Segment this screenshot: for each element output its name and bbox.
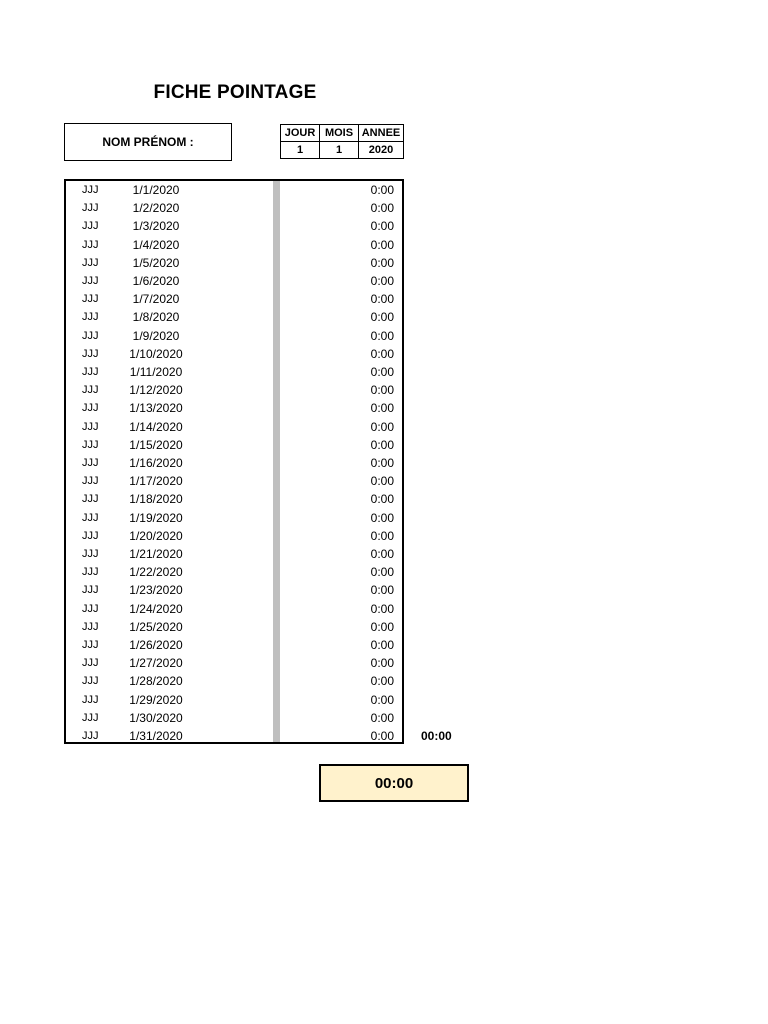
table-row	[66, 254, 402, 272]
row-day-cell: JJJ	[82, 366, 99, 378]
table-row	[66, 490, 402, 508]
row-date-cell: 1/20/2020	[129, 528, 183, 543]
row-day-cell: JJJ	[82, 657, 99, 670]
row-date-cell: 1/3/2020	[132, 219, 180, 234]
row-day-cell: JJJ	[82, 639, 99, 651]
side-total: 00:00	[421, 729, 452, 743]
row-day-cell: JJJ	[82, 584, 99, 597]
row-time-cell[interactable]: 0:00	[370, 219, 394, 234]
row-day-cell: JJJ	[82, 566, 99, 579]
row-date-cell: 1/10/2020	[129, 346, 183, 361]
row-time-cell[interactable]: 0:00	[370, 201, 394, 216]
row-date-cell: 1/14/2020	[129, 419, 183, 434]
table-row	[66, 290, 402, 308]
date-selector-value-row	[281, 142, 404, 159]
row-date-cell: 1/2/2020	[132, 201, 180, 216]
row-time-cell[interactable]: 0:00	[370, 692, 394, 707]
row-date-cell: 1/28/2020	[129, 674, 183, 689]
row-time-cell[interactable]: 0:00	[370, 292, 394, 307]
row-time-cell[interactable]: 0:00	[370, 237, 394, 252]
table-row	[66, 436, 402, 454]
row-date-cell: 1/19/2020	[129, 510, 183, 525]
table-row	[66, 236, 402, 254]
row-time-cell[interactable]: 0:00	[370, 383, 394, 398]
row-time-cell[interactable]: 0:00	[370, 729, 394, 743]
row-date-cell: 1/26/2020	[129, 638, 183, 652]
row-time-cell[interactable]: 0:00	[370, 674, 394, 689]
table-row	[66, 581, 402, 599]
table-row	[66, 654, 402, 672]
table-row	[66, 381, 402, 399]
table-row	[66, 527, 402, 545]
row-day-cell: JJJ	[82, 438, 99, 451]
table-row	[66, 272, 402, 290]
row-date-cell: 1/30/2020	[129, 710, 183, 725]
day-header: JOUR	[281, 125, 320, 142]
grand-total-cell: 00:00	[319, 764, 469, 802]
row-day-cell: JJJ	[82, 620, 99, 633]
row-time-cell[interactable]: 0:00	[370, 510, 394, 525]
row-time-cell[interactable]: 0:00	[370, 255, 394, 270]
row-day-cell: JJJ	[82, 493, 99, 506]
row-time-cell[interactable]: 0:00	[370, 710, 394, 725]
table-row	[66, 418, 402, 436]
row-time-cell[interactable]: 0:00	[370, 474, 394, 489]
table-row	[66, 472, 402, 490]
row-time-cell[interactable]: 0:00	[370, 437, 394, 452]
page-title: FICHE POINTAGE	[153, 82, 317, 103]
row-time-cell[interactable]: 0:00	[370, 638, 394, 652]
row-date-cell: 1/9/2020	[132, 328, 180, 343]
row-date-cell: 1/11/2020	[129, 365, 183, 379]
row-day-cell: JJJ	[82, 475, 99, 488]
row-date-cell: 1/22/2020	[129, 565, 183, 580]
row-day-cell: JJJ	[82, 420, 99, 433]
row-day-cell: JJJ	[82, 693, 99, 706]
year-header: ANNEE	[359, 125, 404, 142]
table-row	[66, 454, 402, 472]
date-selector-table	[280, 124, 404, 159]
table-row	[66, 545, 402, 563]
row-date-cell: 1/21/2020	[129, 547, 183, 561]
row-date-cell: 1/13/2020	[129, 401, 183, 416]
row-day-cell: JJJ	[82, 202, 99, 215]
row-time-cell[interactable]: 0:00	[370, 547, 394, 561]
row-date-cell: 1/29/2020	[129, 692, 183, 707]
row-time-cell[interactable]: 0:00	[370, 346, 394, 361]
row-time-cell[interactable]: 0:00	[370, 565, 394, 580]
name-field[interactable]: NOM PRÉNOM :	[64, 123, 232, 161]
row-day-cell: JJJ	[82, 329, 99, 342]
table-row	[66, 509, 402, 527]
table-row	[66, 327, 402, 345]
row-date-cell: 1/23/2020	[129, 583, 183, 598]
row-time-cell[interactable]: 0:00	[370, 492, 394, 507]
row-day-cell: JJJ	[82, 402, 99, 415]
row-date-cell: 1/6/2020	[132, 274, 180, 288]
row-time-cell[interactable]: 0:00	[370, 456, 394, 470]
row-date-cell: 1/5/2020	[132, 255, 180, 270]
row-time-cell[interactable]: 0:00	[370, 328, 394, 343]
row-day-cell: JJJ	[82, 602, 99, 615]
row-date-cell: 1/18/2020	[129, 492, 183, 507]
row-time-cell[interactable]: 0:00	[370, 310, 394, 325]
row-time-cell[interactable]: 0:00	[370, 601, 394, 616]
table-row	[66, 672, 402, 690]
table-row	[66, 181, 402, 199]
row-date-cell: 1/24/2020	[129, 601, 183, 616]
table-row	[66, 199, 402, 217]
row-date-cell: 1/16/2020	[129, 456, 183, 470]
table-row	[66, 217, 402, 235]
year-value-cell[interactable]: 2020	[359, 142, 404, 159]
row-date-cell: 1/8/2020	[132, 310, 180, 325]
row-day-cell: JJJ	[82, 347, 99, 360]
table-row	[66, 709, 402, 727]
table-row	[66, 727, 402, 745]
table-row	[66, 691, 402, 709]
row-date-cell: 1/4/2020	[132, 237, 180, 252]
row-date-cell: 1/31/2020	[129, 729, 183, 743]
row-time-cell[interactable]: 0:00	[370, 401, 394, 416]
row-day-cell: JJJ	[82, 457, 99, 469]
date-selector-header-row	[281, 125, 404, 142]
row-date-cell: 1/25/2020	[129, 619, 183, 634]
row-day-cell: JJJ	[82, 548, 99, 560]
row-day-cell: JJJ	[82, 384, 99, 397]
row-time-cell[interactable]: 0:00	[370, 365, 394, 379]
row-day-cell: JJJ	[82, 511, 99, 524]
table-row	[66, 636, 402, 654]
table-row	[66, 399, 402, 417]
row-date-cell: 1/17/2020	[129, 474, 183, 489]
row-time-cell[interactable]: 0:00	[370, 419, 394, 434]
row-day-cell: JJJ	[82, 220, 99, 233]
month-value-cell[interactable]: 1	[320, 142, 359, 159]
day-value-cell[interactable]: 1	[281, 142, 320, 159]
row-day-cell: JJJ	[82, 529, 99, 542]
row-date-cell: 1/12/2020	[129, 383, 183, 398]
table-row	[66, 363, 402, 381]
row-time-cell[interactable]: 0:00	[370, 274, 394, 288]
table-row	[66, 600, 402, 618]
row-day-cell: JJJ	[82, 293, 99, 306]
table-row	[66, 345, 402, 363]
table-row	[66, 618, 402, 636]
row-date-cell: 1/7/2020	[132, 292, 180, 307]
row-time-cell[interactable]: 0:00	[370, 583, 394, 598]
month-header: MOIS	[320, 125, 359, 142]
row-day-cell: JJJ	[82, 184, 99, 196]
row-day-cell: JJJ	[82, 730, 99, 742]
row-date-cell: 1/27/2020	[129, 656, 183, 671]
row-time-cell[interactable]: 0:00	[370, 619, 394, 634]
row-day-cell: JJJ	[82, 256, 99, 269]
row-day-cell: JJJ	[82, 675, 99, 688]
table-row	[66, 308, 402, 326]
row-time-cell[interactable]: 0:00	[370, 528, 394, 543]
row-date-cell: 1/15/2020	[129, 437, 183, 452]
timesheet-table	[64, 179, 404, 744]
row-day-cell: JJJ	[82, 275, 99, 287]
row-date-cell: 1/1/2020	[132, 183, 180, 197]
row-day-cell: JJJ	[82, 711, 99, 724]
row-day-cell: JJJ	[82, 238, 99, 251]
row-time-cell[interactable]: 0:00	[370, 183, 394, 197]
row-time-cell[interactable]: 0:00	[370, 656, 394, 671]
table-row	[66, 563, 402, 581]
row-day-cell: JJJ	[82, 311, 99, 324]
